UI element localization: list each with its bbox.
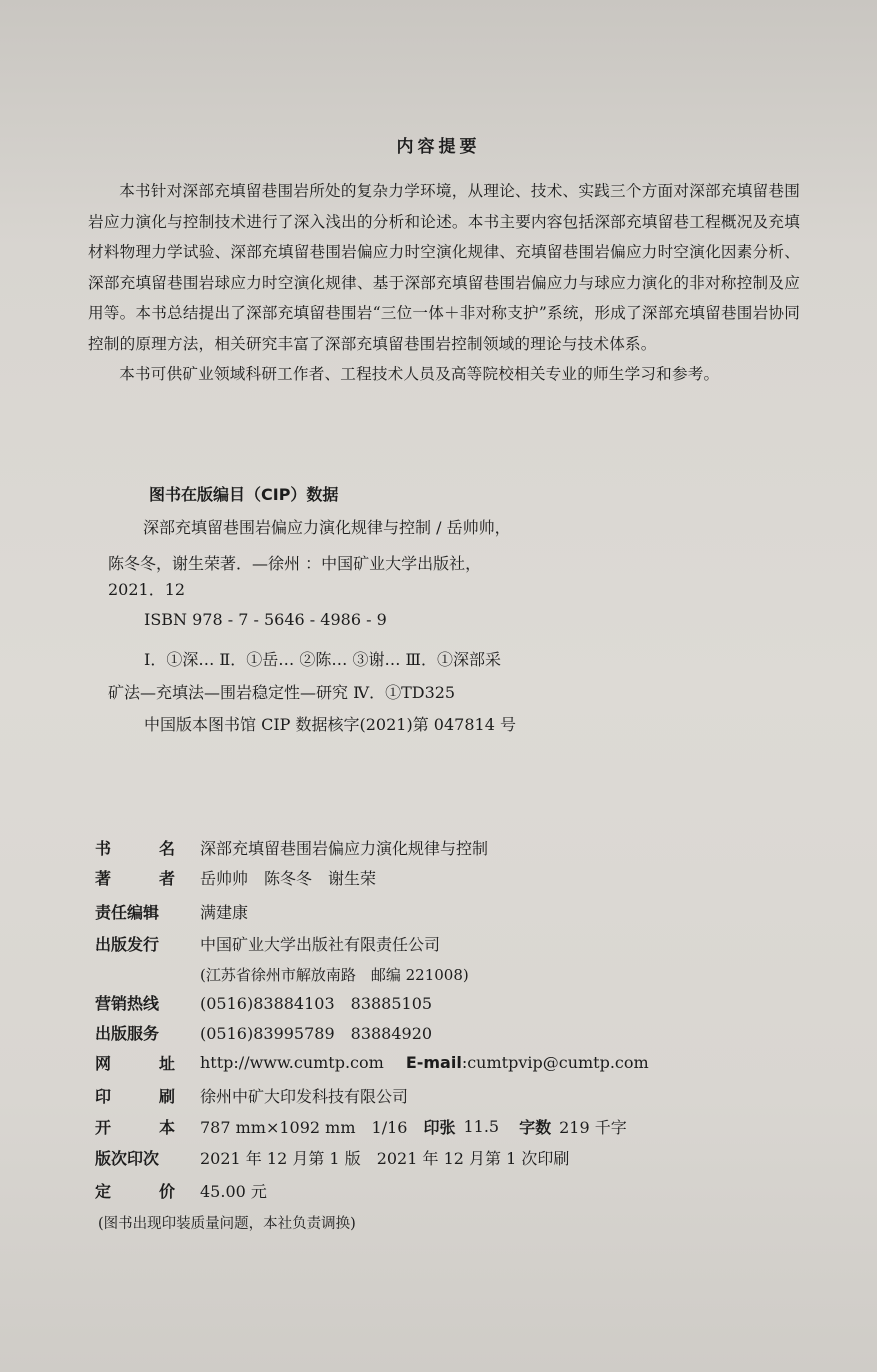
summary-title: 内容提要 — [396, 137, 481, 157]
summary-paragraph: 本书针对深部充填留巷围岩所处的复杂力学环境，从理论、技术、实践三个方面对深部充填留巷围岩应力演化与控制技术进行了深入浅出的分析和论述。本书主要内容包括深部充填留巷工程概况及充填材料物理力学试验、深部充填留巷围岩偏应力时空演化规律、充填留巷围岩偏应力时空演化因素分析、深部充填留巷围岩球应力时空演化规律、基于深部充填留巷围岩偏应力与球应力演化的非对称控制及应用等。本书总结提出了深部充填留巷围岩“三位一体＋非对称支护”系统，形成了深部充填留巷围岩协同控制的原理方法，相关研究丰富了深部充填留巷围岩控制领域的理论与技术体系。 — [88, 182, 800, 353]
info-row-price — [95, 1176, 267, 1204]
email-link[interactable]: :cumtpvip@cumtp.com — [461, 1052, 649, 1072]
info-row-book-name — [95, 833, 488, 861]
cip-line: 陈冬冬，谢生荣著．—徐州 ：中国矿业大学出版社， — [108, 554, 482, 573]
authors-value: 岳帅帅 陈冬冬 谢生荣 — [200, 868, 377, 888]
publisher-value: 中国矿业大学出版社有限责任公司 — [200, 934, 441, 954]
service-phone: (0516)83995789 83884920 — [200, 1023, 433, 1043]
printer-value: 徐州中矿大印发科技有限公司 — [200, 1086, 409, 1106]
quality-note: (图书出现印装质量问题，本社负责调换) — [98, 1216, 356, 1232]
info-label: 著 者 — [95, 868, 175, 888]
editor-value: 满建康 — [200, 902, 249, 922]
email-label: E-mail — [405, 1052, 462, 1072]
format-value: 787 mm×1092 mm 1/16 — [200, 1117, 408, 1137]
info-label: 网 址 — [95, 1053, 175, 1073]
summary-body — [88, 176, 800, 390]
info-row-editor — [95, 897, 248, 925]
cip-heading: 图书在版编目（CIP）数据 — [149, 485, 339, 504]
website-link[interactable]: http://www.cumtp.com — [200, 1052, 384, 1072]
info-label: 营销热线 — [95, 993, 160, 1013]
book-name-value: 深部充填留巷围岩偏应力演化规律与控制 — [200, 838, 489, 858]
cip-line: 中国版本图书馆 CIP 数据核字(2021)第 047814 号 — [144, 715, 516, 734]
words-value: 219 千字 — [559, 1117, 627, 1137]
info-label: 版次印次 — [95, 1148, 160, 1168]
info-row-publisher — [95, 929, 440, 957]
cip-line: 深部充填留巷围岩偏应力演化规律与控制 / 岳帅帅， — [143, 518, 511, 537]
info-label: 开 本 — [95, 1117, 175, 1137]
info-label: 定 价 — [95, 1181, 175, 1201]
info-label: 书 名 — [95, 838, 175, 858]
info-label: 责任编辑 — [95, 902, 160, 922]
cip-line: 2021．12 — [108, 580, 186, 599]
info-row-website — [95, 1048, 649, 1076]
info-row-service — [95, 1018, 432, 1046]
sheets-label: 印张 — [423, 1117, 456, 1137]
info-label: 出版服务 — [95, 1023, 160, 1043]
edition-value: 2021 年 12 月第 1 版 2021 年 12 月第 1 次印刷 — [200, 1148, 570, 1168]
info-label: 印 刷 — [95, 1086, 175, 1106]
cip-line: 矿法—充填法—围岩稳定性—研究 Ⅳ．①TD325 — [108, 683, 456, 702]
price-value: 45.00 元 — [200, 1181, 267, 1201]
info-row-marketing — [95, 988, 432, 1016]
cip-line: Ⅰ．①深… Ⅱ．①岳… ②陈… ③谢… Ⅲ．①深部采 — [144, 650, 501, 669]
summary-paragraph: 本书可供矿业领域科研工作者、工程技术人员及高等院校相关专业的师生学习和参考。 — [119, 365, 720, 383]
marketing-phone: (0516)83884103 83885105 — [200, 993, 433, 1013]
sheets-value: 11.5 — [463, 1116, 500, 1136]
info-row-format — [95, 1112, 627, 1140]
words-label: 字数 — [519, 1117, 552, 1137]
publisher-address: (江苏省徐州市解放南路 邮编 221008) — [200, 966, 469, 984]
info-label: 出版发行 — [95, 934, 160, 954]
info-row-printer — [95, 1081, 408, 1109]
cip-isbn: ISBN 978 - 7 - 5646 - 4986 - 9 — [144, 610, 387, 629]
info-row-edition — [95, 1143, 569, 1171]
info-row-authors — [95, 863, 376, 891]
